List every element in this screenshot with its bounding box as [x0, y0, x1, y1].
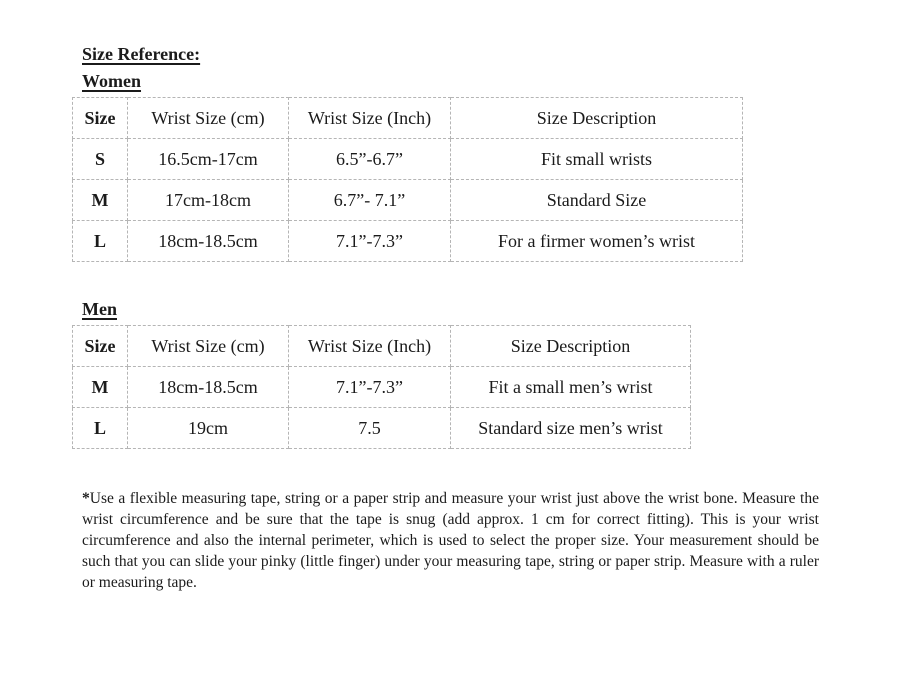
women-header-wrist-cm: Wrist Size (cm) — [128, 98, 289, 139]
table-row — [73, 180, 743, 221]
table-row — [73, 221, 743, 262]
size-cell: L — [73, 221, 128, 262]
size-cell: M — [73, 180, 128, 221]
wrist-cm-cell: 18cm-18.5cm — [128, 367, 289, 408]
women-size-table — [72, 97, 743, 262]
wrist-inch-cell: 7.1”-7.3” — [289, 221, 451, 262]
wrist-cm-cell: 18cm-18.5cm — [128, 221, 289, 262]
description-cell: For a firmer women’s wrist — [451, 221, 743, 262]
size-cell: L — [73, 408, 128, 449]
wrist-inch-cell: 6.7”- 7.1” — [289, 180, 451, 221]
measurement-instructions-text: Use a flexible measuring tape, string or a paper strip and measure your wrist just above the wrist bone. Measure the wrist circumference and be sure that the tape is snug (add approx. 1 cm for correct fitting). This is your wrist circumference and also the internal perimeter, which is used to select the proper size. Your measurement should be such that you can slide your pinky (little finger) under your measuring tape, string or paper strip. Measure with a ruler or measuring tape. — [82, 490, 819, 591]
description-cell: Standard size men’s wrist — [451, 408, 691, 449]
wrist-cm-cell: 17cm-18cm — [128, 180, 289, 221]
description-cell: Standard Size — [451, 180, 743, 221]
wrist-cm-cell: 16.5cm-17cm — [128, 139, 289, 180]
wrist-inch-cell: 7.1”-7.3” — [289, 367, 451, 408]
size-cell: M — [73, 367, 128, 408]
women-header-size: Size — [73, 98, 128, 139]
description-cell: Fit a small men’s wrist — [451, 367, 691, 408]
wrist-cm-cell: 19cm — [128, 408, 289, 449]
women-table-header-row — [73, 98, 743, 139]
wrist-inch-cell: 7.5 — [289, 408, 451, 449]
men-header-description: Size Description — [451, 326, 691, 367]
description-cell: Fit small wrists — [451, 139, 743, 180]
footnote-asterisk: * — [82, 490, 90, 507]
men-header-wrist-inch: Wrist Size (Inch) — [289, 326, 451, 367]
table-row — [73, 139, 743, 180]
men-table-header-row — [73, 326, 691, 367]
women-section-heading: Women — [82, 71, 142, 91]
women-header-wrist-inch: Wrist Size (Inch) — [289, 98, 451, 139]
men-size-table — [72, 325, 691, 449]
men-section-heading: Men — [82, 299, 117, 319]
measurement-instructions — [82, 488, 819, 593]
size-cell: S — [73, 139, 128, 180]
table-row — [73, 367, 691, 408]
women-header-description: Size Description — [451, 98, 743, 139]
wrist-inch-cell: 6.5”-6.7” — [289, 139, 451, 180]
men-header-wrist-cm: Wrist Size (cm) — [128, 326, 289, 367]
page-title: Size Reference: — [82, 44, 201, 64]
men-header-size: Size — [73, 326, 128, 367]
table-row — [73, 408, 691, 449]
